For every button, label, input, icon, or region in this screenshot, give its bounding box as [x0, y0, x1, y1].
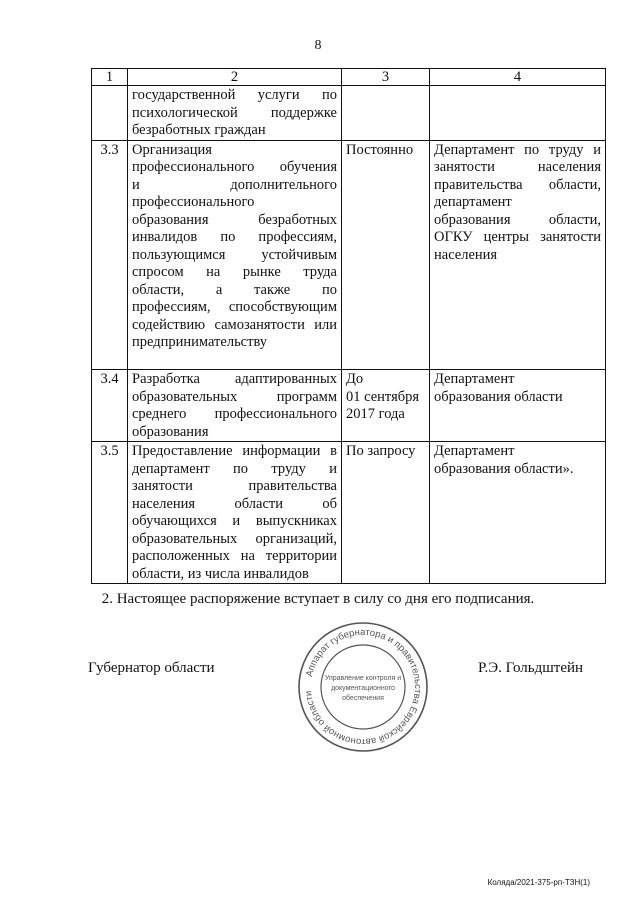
description-line: безработных граждан: [132, 122, 266, 138]
description-line: предпринимательству: [132, 334, 268, 350]
document-code: Коляда/2021-375-рп-ТЗН(1): [487, 878, 590, 887]
description-line: образования: [132, 423, 209, 440]
responsible-line: образования области».: [434, 460, 574, 477]
term-line: 2017 года: [346, 406, 405, 422]
description-line: образовательных программ: [132, 388, 337, 405]
responsible: [430, 86, 606, 141]
description-line: профессионального: [132, 194, 255, 210]
signer-title: Губернатор области: [88, 660, 215, 676]
table-row: [92, 442, 606, 584]
description-line: профессиям, способствующим: [132, 299, 337, 315]
responsible: [430, 442, 606, 584]
term-line: 01 сентября: [346, 388, 420, 405]
term: [342, 370, 430, 442]
item-number: 3.3: [92, 140, 128, 370]
description-line: пользующимся устойчивым: [132, 246, 337, 263]
item-number: 3.4: [92, 370, 128, 442]
description-line: Разработка адаптированных: [132, 371, 337, 387]
responsible-line: населения: [434, 246, 498, 263]
description-line: Организация: [132, 141, 212, 158]
column-header: 4: [430, 69, 606, 86]
column-header: 2: [128, 69, 342, 86]
signer-name: Р.Э. Гольдштейн: [478, 660, 584, 676]
responsible-line: ОГКУ центры занятости: [434, 229, 601, 245]
seal-inner-line-2: документационного: [331, 685, 395, 692]
description-line: Предоставление информации в: [132, 443, 337, 459]
responsible-line: правительства области,: [434, 176, 601, 193]
term-line: До: [346, 371, 364, 387]
description-line: среднего профессионального: [132, 406, 337, 422]
page-number: 8: [314, 38, 322, 53]
description-line: расположенных на территории: [132, 548, 337, 564]
responsible: [430, 140, 606, 370]
responsible-line: Департамент: [434, 443, 515, 459]
official-seal: [296, 620, 430, 754]
item-number: [92, 86, 128, 141]
description-line: области, а также по: [132, 281, 337, 298]
description-line: психологической поддержке: [132, 104, 337, 121]
clause-2: 2. Настоящее распоряжение вступает в силу со дня его подписания.: [101, 591, 535, 607]
responsible-line: образования области,: [434, 211, 601, 228]
table-header-row: [92, 69, 606, 86]
column-header: 1: [92, 69, 128, 86]
seal-inner-line-1: Управление контроля и: [324, 675, 402, 682]
description-line: профессионального обучения: [132, 159, 337, 175]
column-header: 3: [342, 69, 430, 86]
description-line: и дополнительного: [132, 176, 337, 193]
measure-description: [128, 370, 342, 442]
description-line: занятости правительства: [132, 478, 337, 494]
table-row: [92, 140, 606, 370]
responsible-line: занятости населения: [434, 159, 601, 175]
seal-inner-line-3: обеспечения: [342, 695, 384, 702]
responsible-line: Департамент по труду и: [434, 141, 601, 158]
responsible-line: Департамент: [434, 371, 515, 387]
term-line: Постоянно: [346, 141, 414, 158]
measure-description: [128, 86, 342, 141]
description-line: спросом на рынке труда: [132, 264, 337, 280]
table-row: [92, 370, 606, 442]
responsible-line: образования области: [434, 388, 563, 405]
description-line: населения области об: [132, 495, 337, 512]
measures-table: [91, 68, 606, 584]
item-number: 3.5: [92, 442, 128, 584]
description-line: государственной услуги по: [132, 87, 337, 103]
description-line: области, из числа инвалидов: [132, 565, 309, 582]
measure-description: [128, 442, 342, 584]
responsible: [430, 370, 606, 442]
term: [342, 86, 430, 141]
description-line: департамент по труду и: [132, 460, 337, 477]
term: [342, 442, 430, 584]
description-line: образовательных организаций,: [132, 530, 337, 547]
description-line: обучающихся и выпускниках: [132, 513, 337, 529]
description-line: образования безработных: [132, 211, 337, 228]
table-row: [92, 86, 606, 141]
responsible-line: департамент: [434, 194, 512, 210]
description-line: инвалидов по профессиям,: [132, 229, 337, 245]
description-line: содействию самозанятости или: [132, 316, 337, 333]
seal-outer-text: Аппарат губернатора и правительства Еврейской автономной области: [303, 626, 424, 748]
measure-description: [128, 140, 342, 370]
term-line: По запросу: [346, 443, 416, 459]
term: [342, 140, 430, 370]
